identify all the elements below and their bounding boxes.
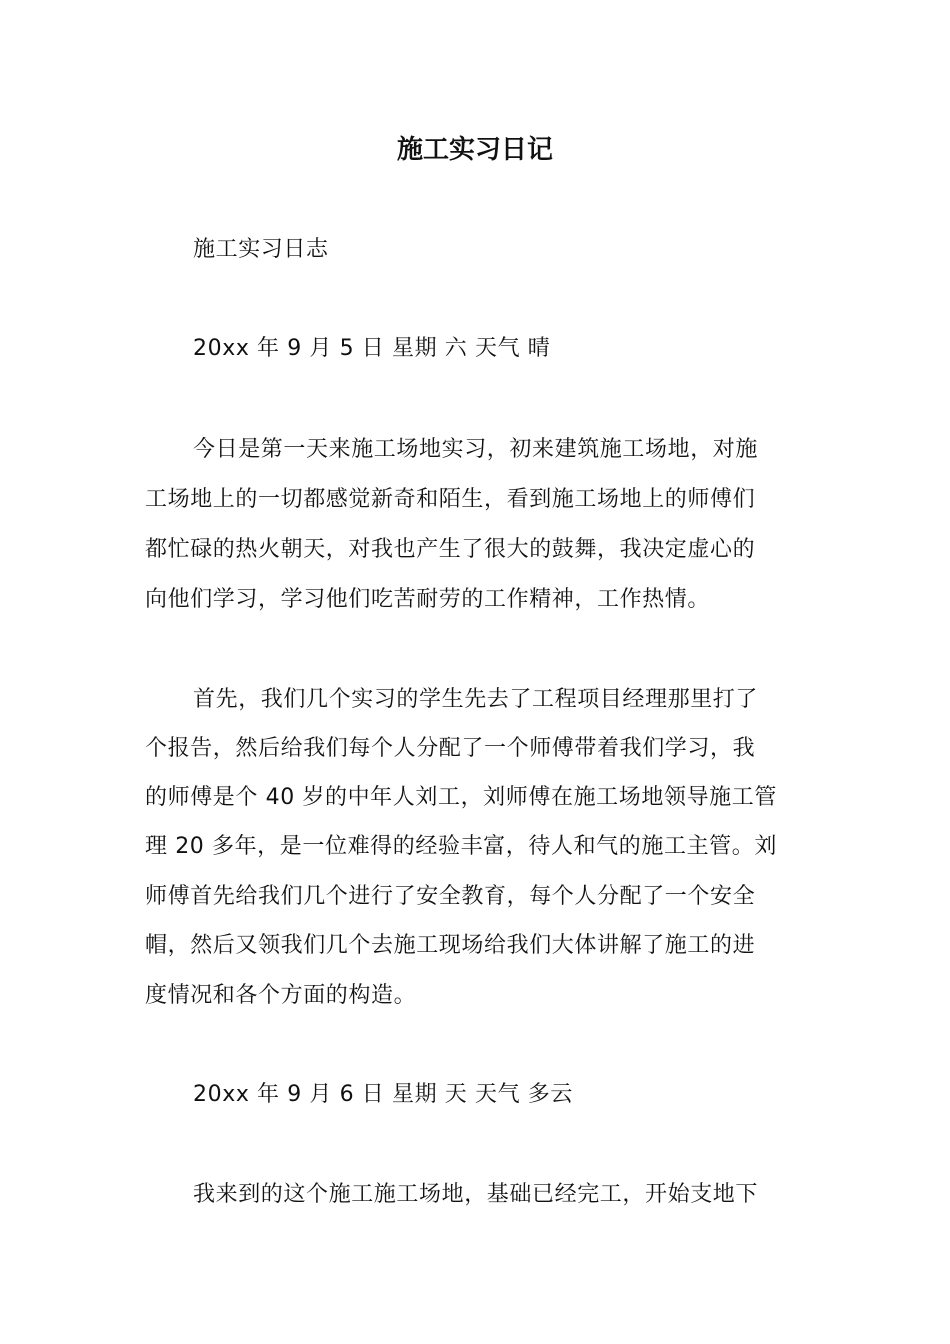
paragraph-2-line-5: 师傅首先给我们几个进行了安全教育，每个人分配了一个安全 — [145, 884, 756, 909]
document-subtitle: 施工实习日志 — [193, 237, 329, 262]
paragraph-2-line-4: 理 20 多年，是一位难得的经验丰富，待人和气的施工主管。刘 — [145, 834, 777, 859]
diary-date-1: 20xx 年 9 月 5 日 星期 六 天气 晴 — [193, 336, 551, 361]
paragraph-2-line-2: 个报告，然后给我们每个人分配了一个师傅带着我们学习，我 — [145, 736, 756, 761]
paragraph-2-line-1: 首先，我们几个实习的学生先去了工程项目经理那里打了 — [193, 687, 759, 712]
paragraph-2-line-3: 的师傅是个 40 岁的中年人刘工，刘师傅在施工场地领导施工管 — [145, 785, 777, 810]
paragraph-1-line-2: 工场地上的一切都感觉新奇和陌生，看到施工场地上的师傅们 — [145, 487, 756, 512]
paragraph-1-line-4: 向他们学习，学习他们吃苦耐劳的工作精神，工作热情。 — [145, 587, 711, 612]
paragraph-1-line-3: 都忙碌的热火朝天，对我也产生了很大的鼓舞，我决定虚心的 — [145, 537, 756, 562]
paragraph-2-line-6: 帽，然后又领我们几个去施工现场给我们大体讲解了施工的进 — [145, 933, 756, 958]
document-title: 施工实习日记 — [396, 135, 553, 165]
paragraph-3-line-1: 我来到的这个施工施工场地，基础已经完工，开始支地下 — [193, 1182, 759, 1207]
diary-date-2: 20xx 年 9 月 6 日 星期 天 天气 多云 — [193, 1082, 573, 1107]
paragraph-2-line-7: 度情况和各个方面的构造。 — [145, 983, 417, 1008]
paragraph-1-line-1: 今日是第一天来施工场地实习，初来建筑施工场地，对施 — [193, 437, 759, 462]
